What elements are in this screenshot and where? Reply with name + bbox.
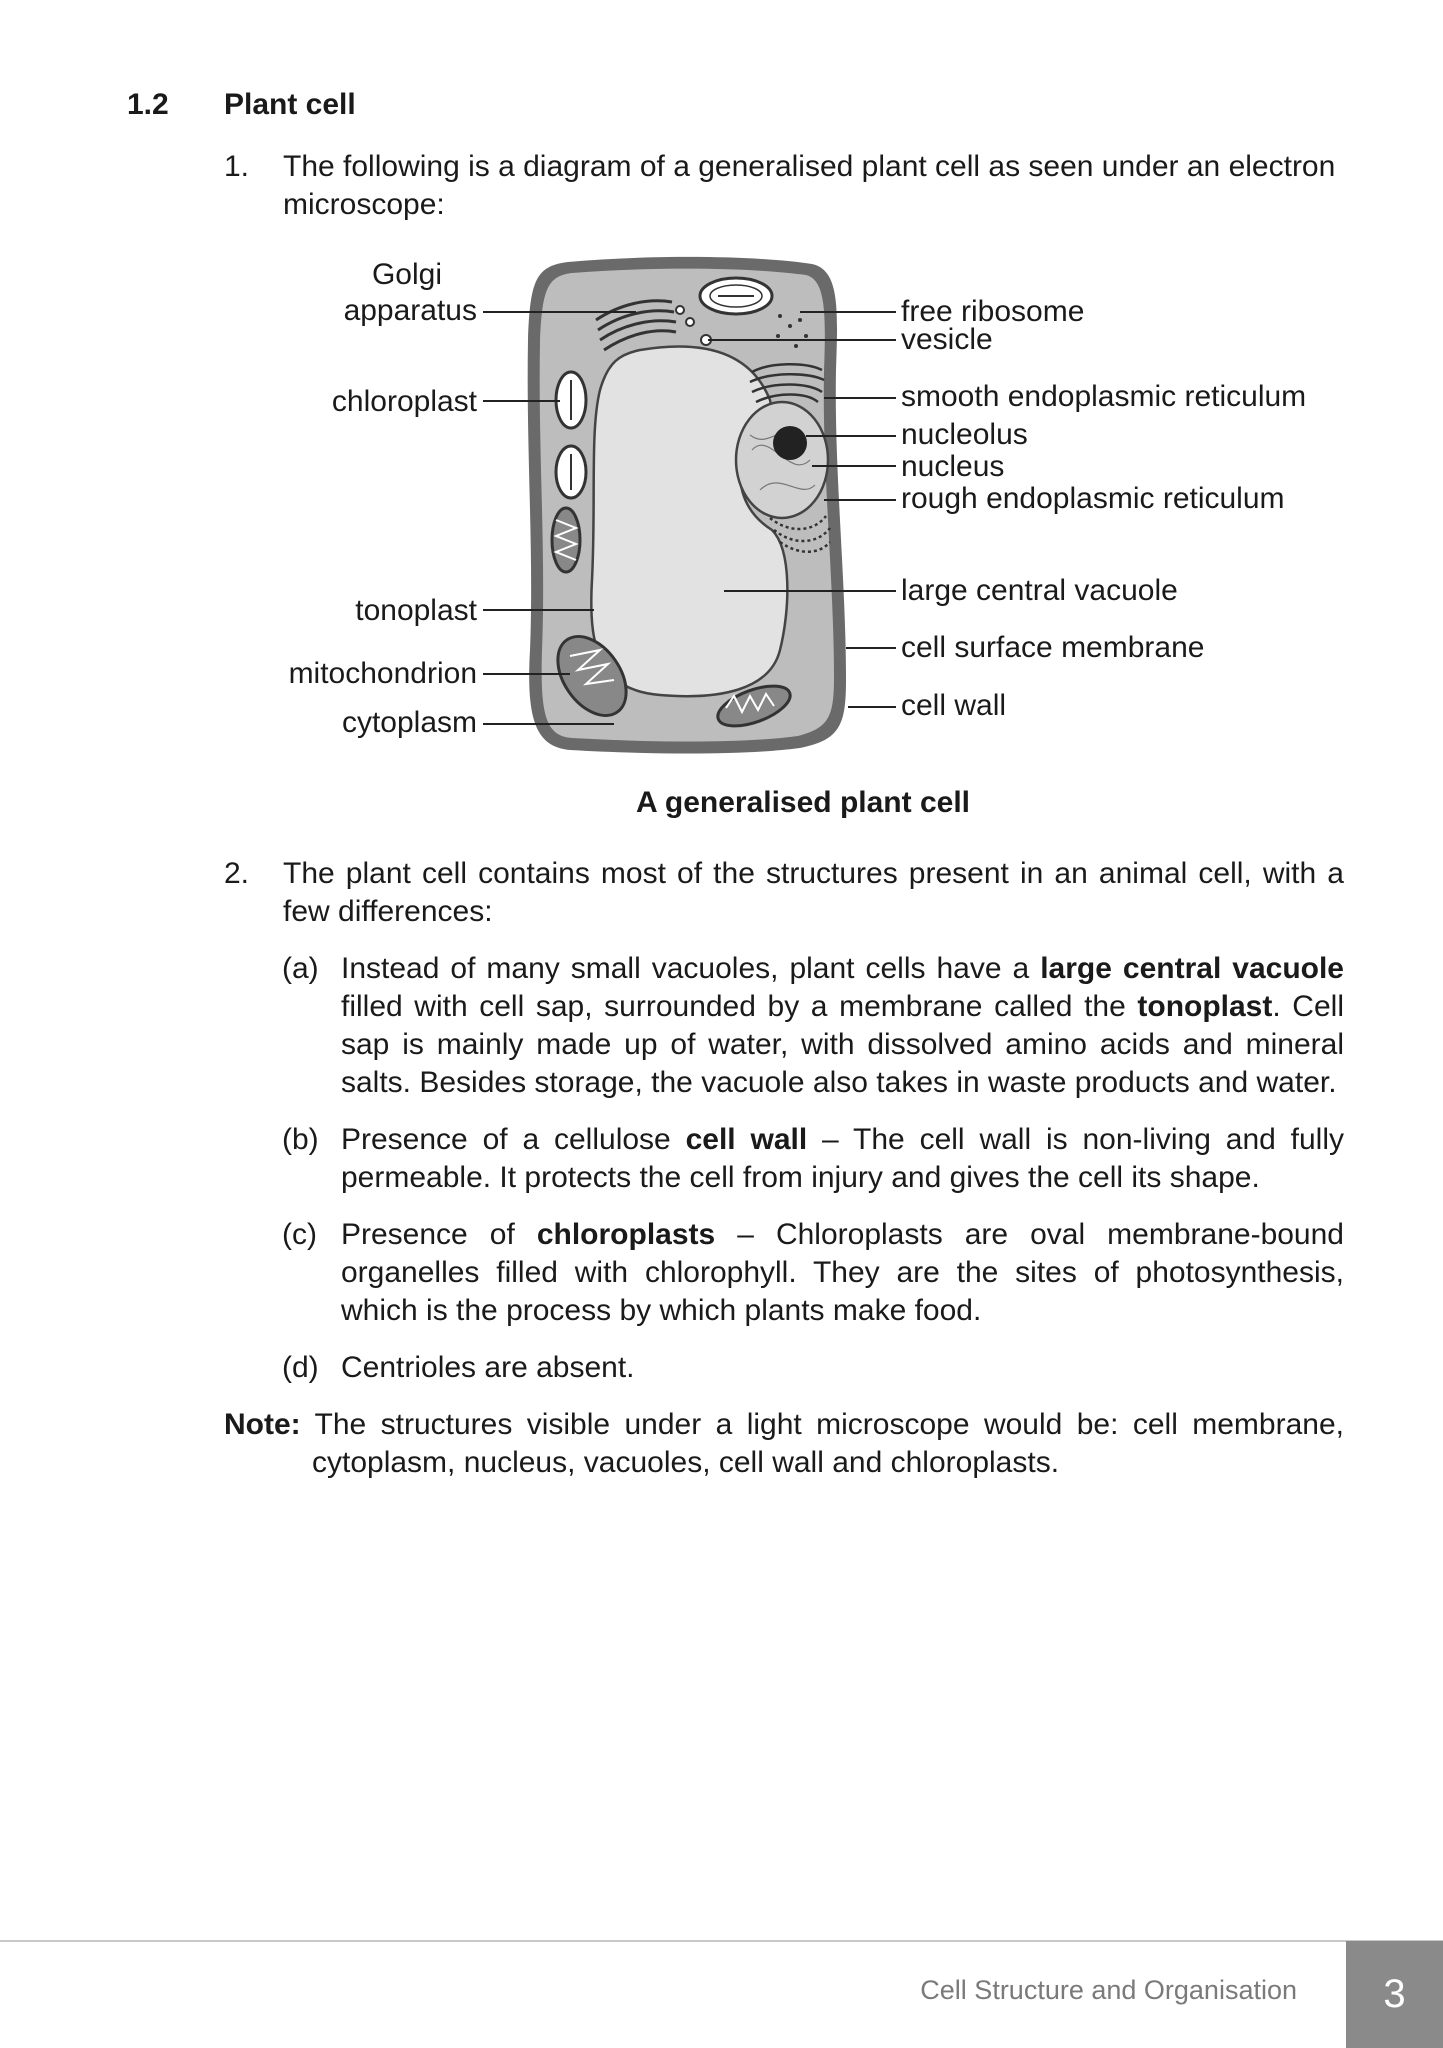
label-cell-membrane: cell surface membrane: [901, 631, 1205, 664]
item-number: 1.: [224, 150, 250, 183]
label-nucleus: nucleus: [901, 450, 1005, 483]
sub-item-text: Centrioles are absent.: [341, 1351, 635, 1384]
sub-item-text: Instead of many small vacuoles, plant cells have a large central vacuole filled with cell sap, surrounded by a membrane called the tonoplast. Cell sap is mainly made up of water, with dissolved amino acids and mineral salts. Besides storage, the vacuole also takes in waste products and water.: [341, 952, 1344, 1099]
label-cell-wall: cell wall: [901, 689, 1007, 722]
term-large-central-vacuole: large central vacuole: [1040, 952, 1344, 985]
label-vacuole: large central vacuole: [901, 574, 1178, 607]
label-nucleolus: nucleolus: [901, 418, 1028, 451]
term-cell-wall: cell wall: [685, 1123, 808, 1156]
label-tonoplast: tonoplast: [355, 594, 477, 627]
note-label: Note:: [224, 1408, 301, 1441]
footer-divider: [0, 1940, 1443, 1942]
sub-item-label: (a): [282, 952, 319, 985]
sub-item-text: Presence of chloroplasts – Chloroplasts are oval membrane-bound organelles filled with chlorophyll. They are the sites of photosynthesis, which is the process by which plants make food.: [341, 1218, 1344, 1327]
note: [224, 1406, 1344, 1482]
label-free-ribosome: free ribosome: [901, 295, 1085, 328]
label-golgi-1: Golgi: [371, 258, 443, 291]
nucleus: [736, 402, 828, 518]
item-text: The following is a diagram of a generalised plant cell as seen under an electron microscope:: [283, 150, 1336, 221]
sub-item-d: [282, 1349, 1344, 1387]
page-number: 3: [1346, 1941, 1443, 2048]
term-chloroplasts: chloroplasts: [536, 1218, 716, 1251]
label-golgi-2: apparatus: [343, 294, 477, 327]
section-number: 1.2: [127, 88, 169, 121]
label-cytoplasm: cytoplasm: [341, 706, 477, 739]
label-mitochondrion: mitochondrion: [288, 657, 477, 690]
term-tonoplast: tonoplast: [1137, 990, 1273, 1023]
item-number: 2.: [224, 857, 250, 890]
label-vesicle: vesicle: [901, 323, 993, 356]
sub-item-a: [282, 950, 1344, 1102]
mitochondrion-left-1: [552, 508, 580, 572]
chloroplast-left-2: [556, 446, 586, 498]
footer-chapter-title: Cell Structure and Organisation: [920, 1975, 1297, 2005]
diagram-caption: A generalised plant cell: [636, 786, 970, 819]
sub-item-label: (d): [282, 1351, 319, 1384]
chloroplast-left-1: [556, 372, 586, 428]
item-text: The plant cell contains most of the structures present in an animal cell, with a few differences:: [283, 857, 1344, 928]
sub-item-label: (c): [282, 1218, 317, 1251]
sub-item-c: [282, 1216, 1344, 1330]
sub-item-text: Presence of a cellulose cell wall – The cell wall is non-living and fully permeable. It protects the cell from injury and gives the cell its shape.: [341, 1123, 1345, 1194]
sub-item-label: (b): [282, 1123, 319, 1156]
label-rough-er: rough endoplasmic reticulum: [901, 482, 1285, 515]
list-item-2: [224, 855, 1344, 931]
nucleolus: [773, 426, 807, 460]
chloroplast-top: [700, 278, 772, 314]
central-vacuole: [591, 347, 787, 697]
note-text: The structures visible under a light microscope would be: cell membrane, cytoplasm, nucleus, vacuoles, cell wall and chloroplasts.: [300, 1408, 1344, 1479]
label-chloroplast: chloroplast: [331, 385, 477, 418]
label-smooth-er: smooth endoplasmic reticulum: [901, 380, 1307, 413]
list-item-1: [224, 148, 1344, 224]
section-title: Plant cell: [224, 88, 356, 121]
sub-item-b: [282, 1121, 1344, 1197]
plant-cell-diagram: [0, 250, 1443, 770]
